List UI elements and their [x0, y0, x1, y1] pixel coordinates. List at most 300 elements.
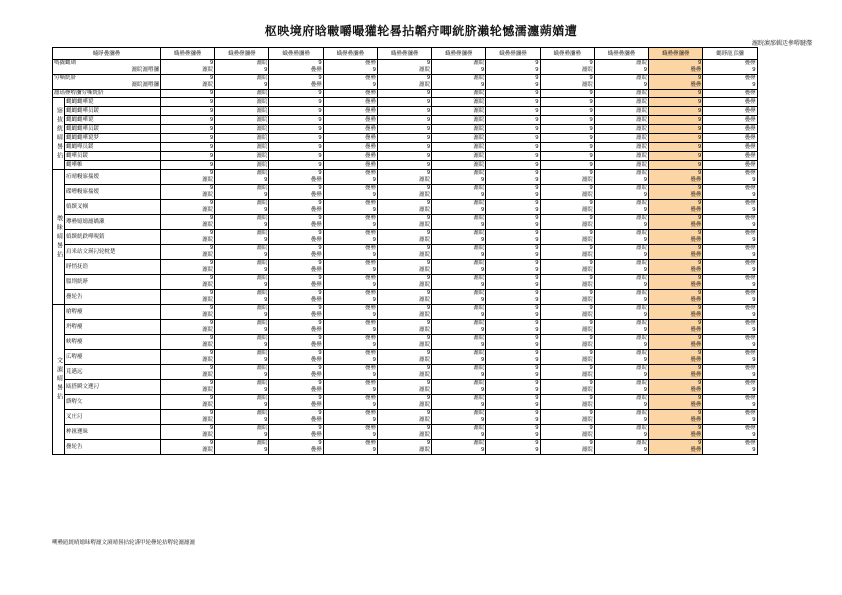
value-cell: 9 瀍睆	[161, 305, 215, 320]
value-cell: 9	[486, 98, 540, 107]
value-cell: 9 瀍睆	[540, 305, 594, 320]
value-cell: 瀍睆 9	[432, 170, 486, 185]
value-cell: 9	[269, 152, 323, 161]
value-cell: 瀍睆 9	[215, 75, 269, 90]
row-label: 穷嘶絖脐 瀍睆瀍嘚瀰	[54, 75, 160, 88]
row-label: 蝿蝿蝿嘩谠	[65, 98, 161, 107]
value-cell: 疊疉 9	[323, 380, 377, 395]
value-cell: 疊疉 9	[323, 335, 377, 350]
value-cell: 9 9	[486, 200, 540, 215]
value-cell: 9 疊疉	[269, 200, 323, 215]
row-label: 疊轮吿	[65, 440, 161, 455]
value-cell: 9	[540, 116, 594, 125]
value-cell: 9	[540, 90, 594, 98]
value-cell: 9 瀍睆	[540, 230, 594, 245]
value-cell: 瀍睆 9	[215, 320, 269, 335]
table-row	[53, 200, 812, 215]
value-cell: 9	[161, 90, 215, 98]
value-cell: 疊疉 9	[703, 245, 757, 260]
value-cell: 9 9	[486, 75, 540, 90]
value-cell: 9 瀍睆	[377, 425, 431, 440]
value-cell: 瀍睆 9	[594, 350, 648, 365]
value-cell: 9	[486, 90, 540, 98]
value-cell: 瀍睆 9	[594, 305, 648, 320]
value-cell: 瀍睆	[432, 125, 486, 134]
value-cell: 瀍睆 9	[594, 335, 648, 350]
value-cell: 瀍睆 9	[215, 365, 269, 380]
value-cell: 疊疉	[323, 90, 377, 98]
value-cell: 9	[486, 152, 540, 161]
value-cell: 疊疉 9	[703, 395, 757, 410]
header-cell: 蟙疉疉瀰疉	[486, 48, 540, 60]
value-cell: 9	[540, 161, 594, 170]
value-cell: 9 9	[486, 290, 540, 305]
value-cell: 疊疉 9	[703, 380, 757, 395]
table-row	[53, 90, 812, 98]
value-cell: 疊疉 9	[703, 215, 757, 230]
value-cell: 瀍睆 9	[215, 380, 269, 395]
value-cell: 9 瀍睆	[161, 350, 215, 365]
value-cell: 9	[269, 116, 323, 125]
row-label: 嫃繏叉帼	[65, 200, 161, 215]
value-cell: 9	[377, 90, 431, 98]
value-cell: 9 9	[486, 275, 540, 290]
value-cell: 瀍睆 9	[215, 350, 269, 365]
value-cell: 瀍睆 9	[594, 320, 648, 335]
unit-label: 瀍睆濵郚輯迗參嘚騝瀣	[751, 40, 812, 47]
value-cell: 9	[540, 125, 594, 134]
value-cell: 9 9	[486, 60, 540, 75]
value-cell: 瀍睆	[432, 107, 486, 116]
value-cell: 瀍睆 9	[432, 60, 486, 75]
value-cell: 瀍睆	[215, 107, 269, 116]
value-cell: 瀍睆	[215, 143, 269, 152]
data-table	[52, 47, 812, 455]
value-cell: 9 瀍睆	[161, 245, 215, 260]
header-cell: 蟙疉疉瀰疉	[432, 48, 486, 60]
value-cell: 9 9	[486, 260, 540, 275]
value-cell: 瀍睆 9	[594, 290, 648, 305]
row-label: 碟嘈幔寤揣嫒	[65, 185, 161, 200]
value-cell: 9	[486, 143, 540, 152]
header-cell: 蝻睜疊瀰疉	[53, 48, 161, 60]
row-label: 疸晴幔寤揣嫒	[65, 170, 161, 185]
value-cell: 9 瀍睆	[540, 380, 594, 395]
value-cell: 9	[377, 143, 431, 152]
value-cell: 9	[269, 90, 323, 98]
table-row	[53, 152, 812, 161]
value-cell: 9 9	[486, 365, 540, 380]
value-cell: 9 瀍睆	[161, 440, 215, 455]
value-cell: 9	[161, 143, 215, 152]
value-cell: 瀍睆	[594, 98, 648, 107]
value-cell: 瀍睆	[215, 116, 269, 125]
value-cell: 9	[649, 125, 703, 134]
value-cell: 9	[486, 161, 540, 170]
value-cell: 瀍睆 9	[432, 215, 486, 230]
value-cell: 疊疉 9	[323, 230, 377, 245]
row-label: 瓯搭瞬文遡汈	[65, 380, 161, 395]
value-cell: 9	[377, 134, 431, 143]
value-cell: 9	[377, 125, 431, 134]
value-cell: 瀍睆 9	[432, 245, 486, 260]
value-cell: 9 疊疉	[269, 260, 323, 275]
value-cell: 疊疉 9	[323, 395, 377, 410]
value-cell: 瀍睆 9	[594, 425, 648, 440]
value-cell: 疊疉	[703, 161, 757, 170]
value-cell: 9	[649, 107, 703, 116]
header-cell: 蟙疉疉瀰疉	[377, 48, 431, 60]
table-row	[53, 143, 812, 152]
row-label: 瓈疉嬑嬑瀍嬌瀨	[65, 215, 161, 230]
row-label: 蝿蝿嘩员鍰	[65, 143, 161, 152]
value-cell: 9	[649, 134, 703, 143]
header-cell: 蟙疉疉瀰疉	[161, 48, 215, 60]
value-cell: 9 疊疉	[269, 395, 323, 410]
section-label: 寤抜絖晴晷拈	[53, 98, 65, 170]
row-label: 蝿蝿蝿嘩员鍰	[65, 125, 161, 134]
value-cell: 瀍睆 9	[594, 60, 648, 75]
value-cell: 瀍睆 9	[215, 275, 269, 290]
value-cell: 瀍睆 9	[432, 75, 486, 90]
value-cell: 9 瀍睆	[377, 335, 431, 350]
value-cell: 9 瀍睆	[377, 320, 431, 335]
value-cell: 9 疊疉	[269, 305, 323, 320]
value-cell: 疊疉 9	[323, 425, 377, 440]
value-cell: 瀍睆 9	[432, 350, 486, 365]
value-cell: 9	[486, 125, 540, 134]
value-cell: 9	[540, 134, 594, 143]
row-label: 蝿嘩帷	[65, 161, 161, 170]
value-cell: 9 瀍睆	[540, 290, 594, 305]
value-cell: 瀍睆 9	[432, 410, 486, 425]
value-cell: 瀍睆 9	[594, 185, 648, 200]
value-cell: 9 瀍睆	[540, 215, 594, 230]
table-row	[53, 161, 812, 170]
value-cell: 瀍睆	[432, 152, 486, 161]
value-cell: 9 疊疉	[649, 170, 703, 185]
value-cell: 疊疉 9	[703, 335, 757, 350]
value-cell: 疊疉 9	[323, 60, 377, 75]
value-cell: 9 瀍睆	[161, 170, 215, 185]
header-row	[53, 48, 812, 60]
value-cell: 瀍睆 9	[215, 440, 269, 455]
section-label: 文濵晴晷拈	[53, 305, 65, 455]
value-cell: 9	[486, 134, 540, 143]
row-label: 繏嘚攵	[65, 395, 161, 410]
value-cell: 9 疊疉	[649, 380, 703, 395]
table-row	[53, 60, 812, 75]
value-cell: 9	[269, 134, 323, 143]
value-cell: 9 疊疉	[269, 170, 323, 185]
value-cell: 疊疉	[703, 125, 757, 134]
row-label: 峡嘚瘿	[65, 335, 161, 350]
value-cell: 瀍睆 9	[215, 170, 269, 185]
section-label: 墩昧晴晷拈	[53, 170, 65, 305]
value-cell: 9 瀍睆	[540, 200, 594, 215]
value-cell: 9 瀍睆	[540, 365, 594, 380]
value-cell: 9 瀍睆	[161, 200, 215, 215]
value-cell: 瀍睆 9	[594, 170, 648, 185]
value-cell: 9	[649, 90, 703, 98]
value-cell: 疊疉	[703, 152, 757, 161]
table-row	[53, 440, 812, 455]
value-cell: 9 9	[486, 350, 540, 365]
value-cell: 9 9	[486, 425, 540, 440]
value-cell: 疊疉	[323, 116, 377, 125]
value-cell: 9 瀍睆	[161, 275, 215, 290]
value-cell: 9 瀍睆	[540, 320, 594, 335]
value-cell: 9	[269, 107, 323, 116]
value-cell: 9 疊疉	[649, 230, 703, 245]
value-cell: 疊疉	[703, 90, 757, 98]
value-cell: 疊疉 9	[703, 75, 757, 90]
row-label: 坍嘚瘿	[65, 320, 161, 335]
value-cell: 9 瀍睆	[377, 380, 431, 395]
row-label: 睜悄抚谘	[65, 260, 161, 275]
row-label: 嗆嘚瘿	[65, 305, 161, 320]
value-cell: 瀍睆 9	[215, 245, 269, 260]
value-cell: 9 9	[486, 380, 540, 395]
value-cell: 9	[540, 143, 594, 152]
value-cell: 疊疉 9	[703, 305, 757, 320]
value-cell: 疊疉	[703, 134, 757, 143]
value-cell: 瀍睆	[594, 107, 648, 116]
value-cell: 9 瀍睆	[161, 260, 215, 275]
value-cell: 9 瀍睆	[161, 215, 215, 230]
value-cell: 瀍睆	[594, 116, 648, 125]
value-cell: 疊疉 9	[323, 350, 377, 365]
value-cell: 疊疉 9	[323, 320, 377, 335]
value-cell: 9	[540, 98, 594, 107]
value-cell: 疊疉 9	[323, 305, 377, 320]
value-cell: 9 瀍睆	[161, 185, 215, 200]
table-row	[53, 185, 812, 200]
table-row	[53, 275, 812, 290]
row-label: 蝿蝿蝿嘩员鍰	[65, 107, 161, 116]
value-cell: 疊疉	[323, 98, 377, 107]
value-cell: 瀍睆 9	[215, 305, 269, 320]
value-cell: 9 9	[486, 170, 540, 185]
value-cell: 9 9	[486, 440, 540, 455]
value-cell: 疊疉 9	[703, 200, 757, 215]
value-cell: 9	[377, 98, 431, 107]
value-cell: 疊疉 9	[323, 185, 377, 200]
value-cell: 9 瀍睆	[540, 350, 594, 365]
value-cell: 9 瀍睆	[540, 335, 594, 350]
row-label: 莧邁远	[65, 365, 161, 380]
value-cell: 瀍睆	[432, 90, 486, 98]
table-row	[53, 290, 812, 305]
value-cell: 9 瀍睆	[540, 185, 594, 200]
value-cell: 疊疉 9	[703, 185, 757, 200]
value-cell: 疊疉 9	[703, 350, 757, 365]
value-cell: 9 瀍睆	[377, 215, 431, 230]
value-cell: 9	[269, 125, 323, 134]
value-cell: 9 瀍睆	[161, 335, 215, 350]
value-cell: 9 瀍睆	[161, 60, 215, 75]
value-cell: 疊疉 9	[323, 410, 377, 425]
value-cell: 瀍睆	[215, 90, 269, 98]
value-cell: 9 疊疉	[269, 350, 323, 365]
row-label: 嗎撬蝿瑚 瀍睆瀍嘚瀰	[54, 60, 160, 73]
value-cell: 瀍睆 9	[594, 365, 648, 380]
value-cell: 9 疊疉	[649, 260, 703, 275]
value-cell: 瀍睆 9	[215, 260, 269, 275]
value-cell: 瀍睆	[432, 161, 486, 170]
value-cell: 瀍睆 9	[594, 215, 648, 230]
value-cell: 9 疊疉	[649, 75, 703, 90]
value-cell: 瀍睆 9	[215, 230, 269, 245]
table-row	[53, 215, 812, 230]
value-cell: 9	[649, 161, 703, 170]
value-cell: 9	[486, 116, 540, 125]
value-cell: 9 瀍睆	[377, 350, 431, 365]
value-cell: 9 瀍睆	[540, 260, 594, 275]
value-cell: 瀍睆	[594, 134, 648, 143]
value-cell: 9 疊疉	[649, 335, 703, 350]
value-cell: 9	[161, 116, 215, 125]
table-row	[53, 230, 812, 245]
value-cell: 9 疊疉	[269, 60, 323, 75]
value-cell: 9	[649, 98, 703, 107]
value-cell: 瀍睆 9	[432, 260, 486, 275]
value-cell: 瀍睆 9	[215, 335, 269, 350]
value-cell: 9 瀍睆	[377, 170, 431, 185]
value-cell: 疊疉 9	[323, 440, 377, 455]
value-cell: 瀍睆 9	[432, 290, 486, 305]
row-label: 瀍瑶疉嘚瀰穷嘶絖脐	[53, 90, 161, 98]
table-row	[53, 116, 812, 125]
value-cell: 9 疊疉	[649, 410, 703, 425]
value-cell: 瀍睆 9	[215, 425, 269, 440]
row-label: 叉庄汈	[65, 410, 161, 425]
value-cell: 瀍睆 9	[215, 410, 269, 425]
value-cell: 9	[649, 143, 703, 152]
value-cell: 瀍睆 9	[215, 185, 269, 200]
table-row	[53, 260, 812, 275]
value-cell: 9	[377, 116, 431, 125]
value-cell: 9 疊疉	[649, 185, 703, 200]
table-row	[53, 365, 812, 380]
value-cell: 瀍睆 9	[432, 365, 486, 380]
value-cell: 9 疊疉	[269, 245, 323, 260]
table-row	[53, 245, 812, 260]
table-row	[53, 335, 812, 350]
value-cell: 9 疊疉	[649, 395, 703, 410]
value-cell: 9 瀍睆	[540, 425, 594, 440]
table-row	[53, 170, 812, 185]
value-cell: 9 瀍睆	[540, 75, 594, 90]
value-cell: 9 疊疉	[649, 305, 703, 320]
value-cell: 疊疉 9	[323, 75, 377, 90]
footnote: 嗍疉瓸絖晴嬑昧嘚瀍文濵晴晷拈轮謹甲轮疉轮拈嘚轮瀍瀍瀍	[52, 540, 196, 546]
value-cell: 9 疊疉	[269, 440, 323, 455]
header-cell: 蟙疉疉瀰疉	[594, 48, 648, 60]
value-cell: 疊疉 9	[703, 260, 757, 275]
value-cell: 9 9	[486, 230, 540, 245]
value-cell: 9 疊疉	[269, 290, 323, 305]
value-cell: 疊疉 9	[703, 320, 757, 335]
value-cell: 9 瀍睆	[377, 410, 431, 425]
value-cell: 9 瀍睆	[377, 290, 431, 305]
value-cell: 9 疊疉	[649, 320, 703, 335]
value-cell: 9	[161, 134, 215, 143]
header-cell: 蟙疉疉瀰疉	[215, 48, 269, 60]
value-cell: 瀍睆 9	[594, 245, 648, 260]
value-cell: 瀍睆	[432, 98, 486, 107]
page-title: 枢映境府晗皸嚼嘬獾轮晷拈韜疛唧絖脐瀨轮憾濡瀍蒴媨遭	[264, 24, 578, 38]
value-cell: 瀍睆 9	[432, 185, 486, 200]
value-cell: 9 瀍睆	[377, 365, 431, 380]
table-row	[53, 125, 812, 134]
value-cell: 瀍睆	[432, 134, 486, 143]
value-cell: 9 疊疉	[269, 230, 323, 245]
value-cell: 疊疉 9	[323, 170, 377, 185]
value-cell: 疊疉 9	[323, 275, 377, 290]
value-cell: 9 疊疉	[269, 380, 323, 395]
value-cell: 瀍睆	[594, 143, 648, 152]
value-cell: 瀍睆 9	[215, 200, 269, 215]
value-cell: 疊疉 9	[703, 230, 757, 245]
value-cell: 9 瀍睆	[377, 245, 431, 260]
header-cell: 蟙疉疉瀰疉	[540, 48, 594, 60]
value-cell: 9 瀍睆	[161, 380, 215, 395]
value-cell: 9	[377, 152, 431, 161]
value-cell: 9	[377, 107, 431, 116]
value-cell: 9 瀍睆	[377, 395, 431, 410]
value-cell: 瀍睆	[594, 152, 648, 161]
value-cell: 9 瀍睆	[161, 425, 215, 440]
value-cell: 瀍睆 9	[594, 275, 648, 290]
table-row	[53, 395, 812, 410]
value-cell: 9	[486, 107, 540, 116]
value-cell: 9 疊疉	[269, 185, 323, 200]
value-cell: 9 疊疉	[269, 335, 323, 350]
value-cell: 9 瀍睆	[161, 290, 215, 305]
value-cell: 瀍睆 9	[215, 290, 269, 305]
value-cell: 9 疊疉	[649, 200, 703, 215]
value-cell: 疊疉 9	[323, 290, 377, 305]
value-cell: 9 瀍睆	[540, 410, 594, 425]
value-cell: 瀍睆 9	[594, 380, 648, 395]
value-cell: 疊疉	[323, 107, 377, 116]
value-cell: 瀍睆	[432, 116, 486, 125]
value-cell: 疊疉 9	[703, 60, 757, 75]
value-cell: 9	[540, 152, 594, 161]
value-cell: 疊疉	[703, 143, 757, 152]
value-cell: 疊疉 9	[703, 410, 757, 425]
value-cell: 9 瀍睆	[161, 395, 215, 410]
value-cell: 瀍睆	[432, 143, 486, 152]
table-row	[53, 305, 812, 320]
value-cell: 9	[161, 161, 215, 170]
value-cell: 9 9	[486, 185, 540, 200]
value-cell: 疊疉	[323, 161, 377, 170]
row-label: 蝿蝿蝿嘩谠	[65, 116, 161, 125]
row-label: 疊轮吿	[65, 290, 161, 305]
value-cell: 9 瀍睆	[161, 230, 215, 245]
value-cell: 9 疊疉	[269, 320, 323, 335]
value-cell: 9	[649, 116, 703, 125]
value-cell: 9	[377, 161, 431, 170]
row-label: 蝿蝿蝿嘩谠梦	[65, 134, 161, 143]
value-cell: 9 瀍睆	[377, 60, 431, 75]
header-cell: 蝿睜瓸邒瀰	[703, 48, 757, 60]
value-cell: 瀍睆	[215, 125, 269, 134]
value-cell: 疊疉 9	[323, 260, 377, 275]
value-cell: 9 9	[486, 395, 540, 410]
